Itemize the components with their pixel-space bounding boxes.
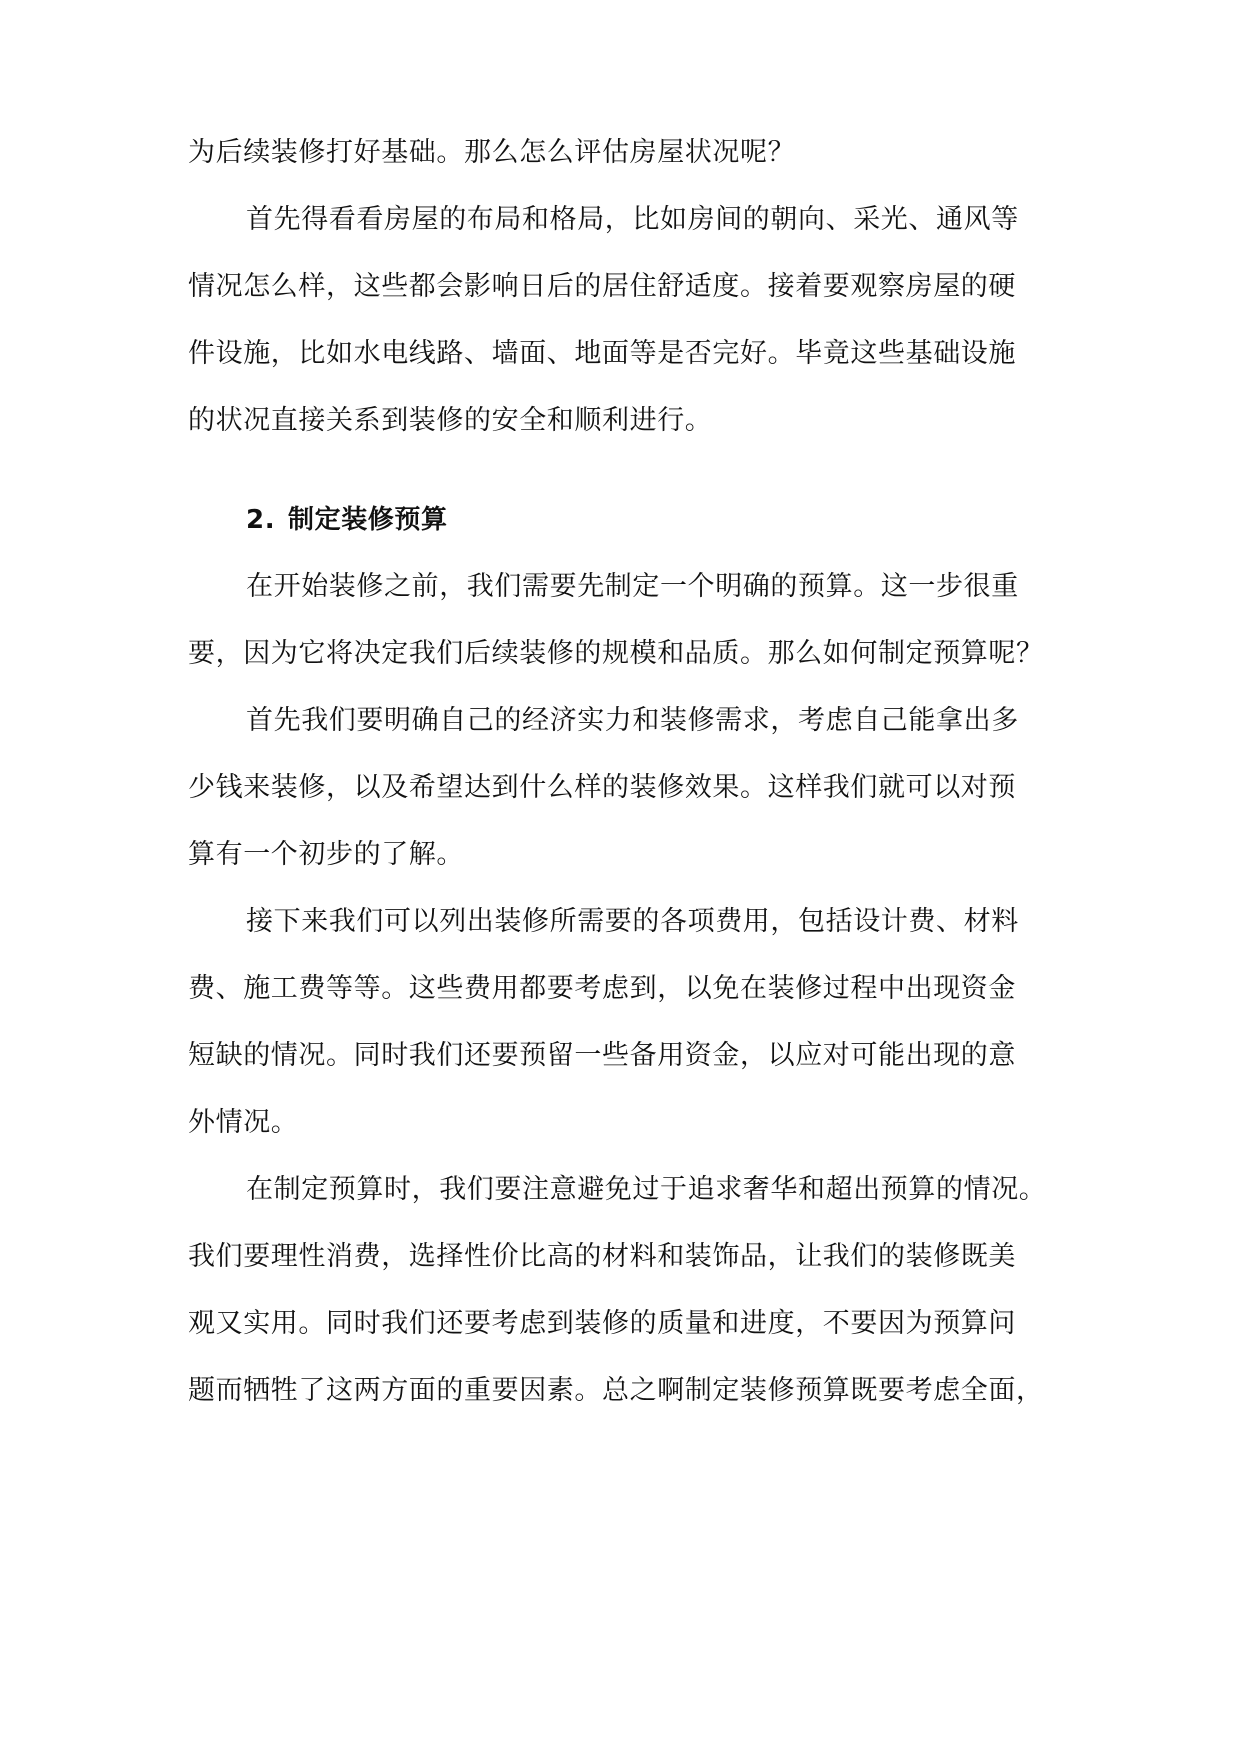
paragraph-6-line-2: 我们要理性消费，选择性价比高的材料和装饰品，让我们的装修既美 — [188, 1241, 1016, 1272]
section-heading — [246, 500, 1058, 540]
paragraph-1-line-1: 为后续装修打好基础。那么怎么评估房屋状况呢？ — [188, 137, 796, 168]
paragraph-4-line-1: 首先我们要明确自己的经济实力和装修需求，考虑自己能拿出多 — [246, 705, 1019, 736]
paragraph-6-line-4: 题而牺牲了这两方面的重要因素。总之啊制定装修预算既要考虑全面， — [188, 1375, 1044, 1406]
paragraph-2-line-1: 首先得看看房屋的布局和格局，比如房间的朝向、采光、通风等 — [246, 204, 1019, 235]
paragraph-5-line-2: 费、施工费等等。这些费用都要考虑到，以免在装修过程中出现资金 — [188, 973, 1016, 1004]
paragraph-6-line-1: 在制定预算时，我们要注意避免过于追求奢华和超出预算的情况。 — [246, 1174, 1047, 1205]
section-title: 制定装修预算 — [288, 505, 448, 535]
paragraph-2-line-2: 情况怎么样，这些都会影响日后的居住舒适度。接着要观察房屋的硬 — [188, 271, 1016, 302]
paragraph-5-line-3: 短缺的情况。同时我们还要预留一些备用资金，以应对可能出现的意 — [188, 1040, 1016, 1071]
paragraph-3-line-2: 要，因为它将决定我们后续装修的规模和品质。那么如何制定预算呢？ — [188, 638, 1044, 669]
paragraph-4-line-2: 少钱来装修，以及希望达到什么样的装修效果。这样我们就可以对预 — [188, 772, 1016, 803]
paragraph-2-line-4: 的状况直接关系到装修的安全和顺利进行。 — [188, 405, 713, 436]
paragraph-2-line-3: 件设施，比如水电线路、墙面、地面等是否完好。毕竟这些基础设施 — [188, 338, 1016, 369]
paragraph-5-line-4: 外情况。 — [188, 1107, 299, 1138]
section-number: 2. — [246, 505, 276, 535]
paragraph-4-line-3: 算有一个初步的了解。 — [188, 839, 464, 870]
paragraph-3-line-1: 在开始装修之前，我们需要先制定一个明确的预算。这一步很重 — [246, 571, 1019, 602]
paragraph-5-line-1: 接下来我们可以列出装修所需要的各项费用，包括设计费、材料 — [246, 906, 1019, 937]
paragraph-6-line-3: 观又实用。同时我们还要考虑到装修的质量和进度，不要因为预算问 — [188, 1308, 1016, 1339]
